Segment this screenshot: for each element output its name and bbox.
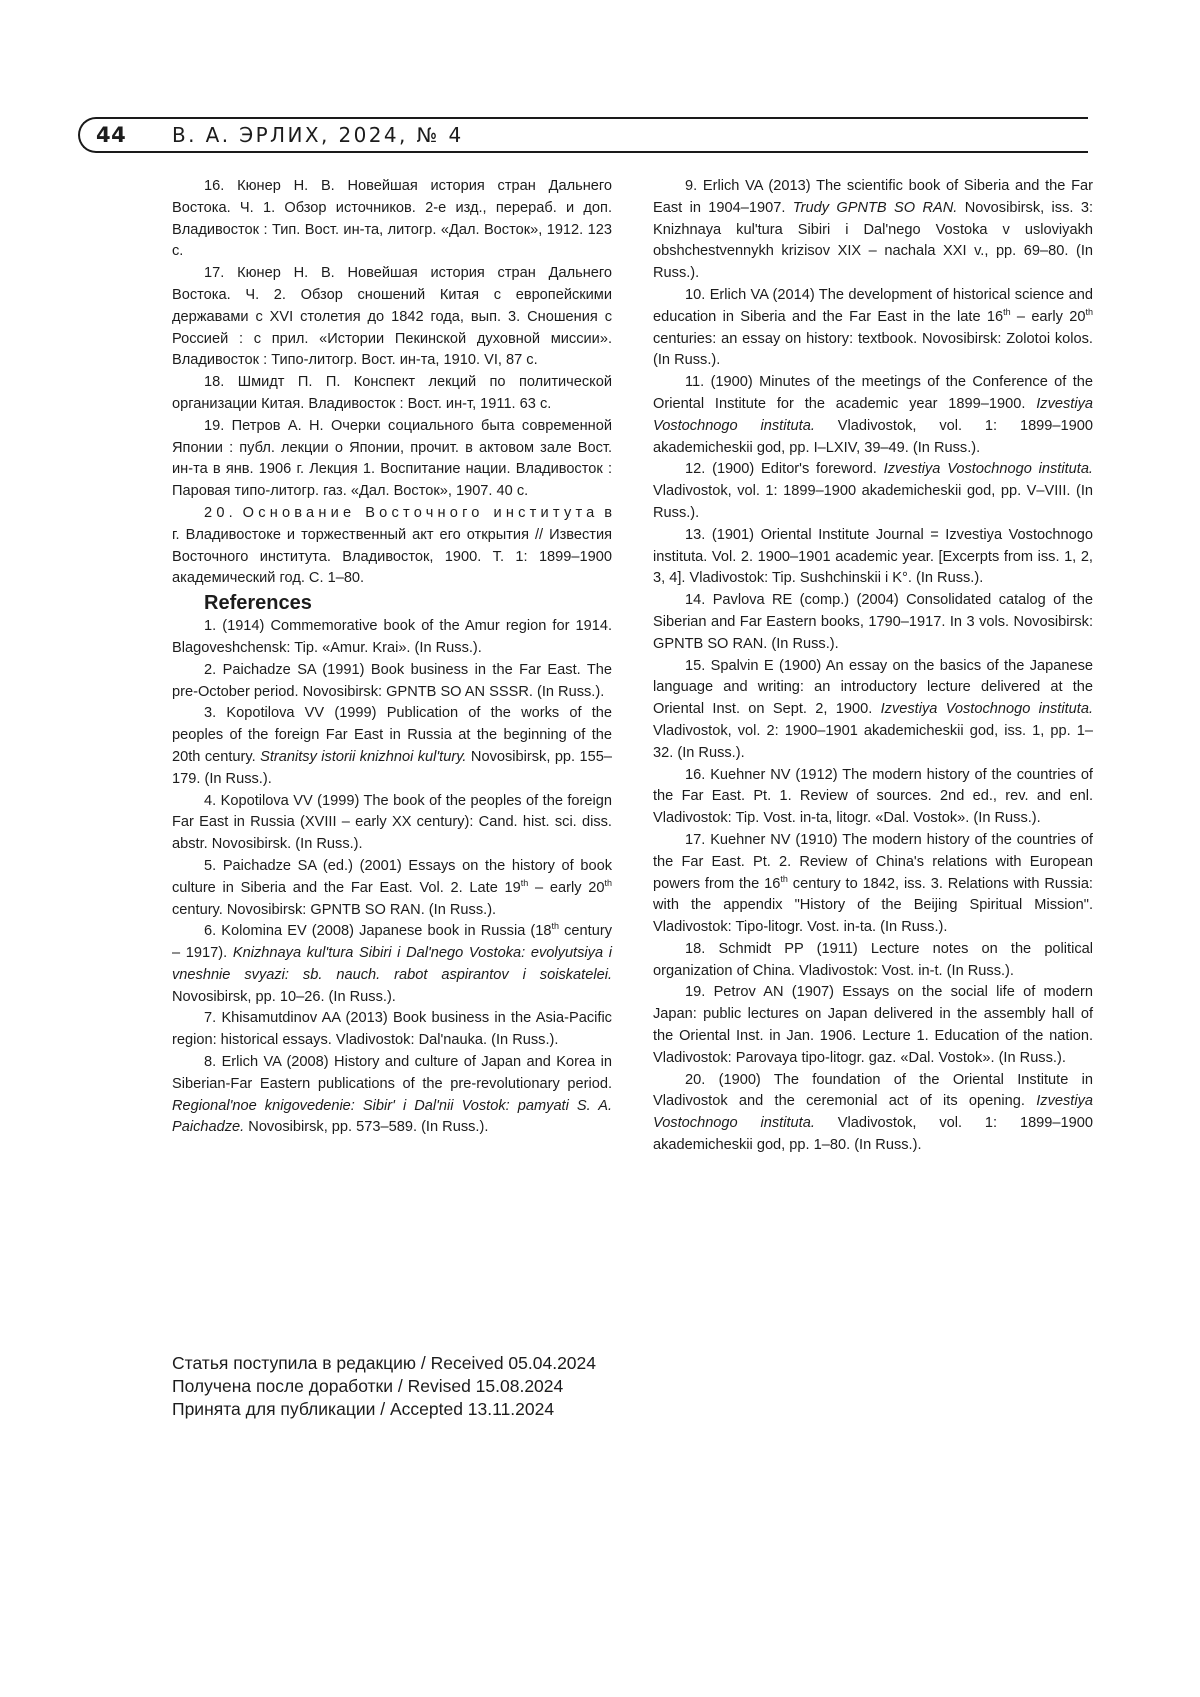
revised-date: Получена после доработки / Revised 15.08.2024 [172,1376,564,1396]
reference-item: 11. (1900) Minutes of the meetings of the Conference of the Oriental Institute for the academic year 1899–1900. Izvestiya Vostochnogo instituta. Vladivostok, vol. 1: 1899–1900 akademicheskii god, pp. I–LXIV, 39–49. (In Russ.). [653,374,1093,456]
reference-item: 6. Kolomina EV (2008) Japanese book in Russia (18th century – 1917). Knizhnaya kul'tura Sibiri i Dal'nego Vostoka: evolyutsiya i vneshnie svyazi: sb. nauch. rabot aspirantov i soiskatelei. Novosibirsk, pp. 10–26. (In Russ.). [172,921,612,1005]
ru-reference-item: 16. Кюнер Н. В. Новейшая история стран Дальнего Востока. Ч. 1. Обзор источников. 2-е изд., перераб. и доп. Владивосток : Тип. Вост. ин-та, литогр. «Дал. Восток», 1912. 123 с. [172,178,612,260]
right-column [653,176,1093,1157]
reference-item: 16. Kuehner NV (1912) The modern history of the countries of the Far East. Pt. 1. Review of sources. 2nd ed., rev. and enl. Vladivostok: Tip. Vost. in-ta, litogr. «Dal. Vostok». (In Russ.). [653,766,1093,827]
accepted-date: Принята для публикации / Accepted 13.11.2024 [172,1399,555,1419]
reference-item: 20. (1900) The foundation of the Oriental Institute in Vladivostok and the ceremonial act of its opening. Izvestiya Vostochnogo instituta. Vladivostok, vol. 1: 1899–1900 akademicheskii god, pp. 1–80. (In Russ.). [653,1071,1093,1154]
reference-item: 19. Petrov AN (1907) Essays on the social life of modern Japan: public lectures on Japan delivered in the assembly hall of the Oriental Inst. in Jan. 1906. Lecture 1. Education of the nation. Vladivostok: Parovaya tipo-litogr. gaz. «Dal. Vostok». (In Russ.). [653,984,1094,1066]
reference-item: 13. (1901) Oriental Institute Journal = Izvestiya Vostochnogo instituta. Vol. 2. 1900–1901 academic year. [Excerpts from iss. 1, 2, 3, 4]. Vladivostok: Tip. Sushchinskii i K°. (In Russ.). [653,526,1093,587]
reference-item: 8. Erlich VA (2008) History and culture of Japan and Korea in Siberian-Far Eastern publications of the pre-revolutionary period. Regional'noe knigovedenie: Sibir' i Dal'nii Vostok: pamyati S. A. Paichadze. Novosibirsk, pp. 573–589. (In Russ.). [172,1054,612,1136]
reference-item: 17. Kuehner NV (1910) The modern history of the countries of the Far East. Pt. 2. Review of China's relations with European powers from the 16th century to 1842, iss. 3. Relations with Russia: with the appendix "History of the Beijing Spiritual Mission". Vladivostok: Tipo-litogr. Vost. in-ta. (In Russ.). [653,831,1093,936]
spaced-title: Основание Восточного института [242,504,599,521]
reference-item: 14. Pavlova RE (comp.) (2004) Consolidated catalog of the Siberian and Far Eastern books, 1790–1917. In 3 vols. Novosibirsk: GPNTB SO RAN. (In Russ.). [653,592,1093,652]
reference-item: 18. Schmidt PP (1911) Lecture notes on the political organization of China. Vladivostok: Vost. in-t. (In Russ.). [653,940,1093,979]
ru-reference-item: 20. Основание Восточного института в г. Владивостоке и торжественный акт его открытия // Известия Восточного института. Владивосток, 1900. Т. 1: 1899–1900 академический год. С. 1–80. [172,504,612,587]
running-header [78,117,1088,153]
reference-item: 12. (1900) Editor's foreword. Izvestiya Vostochnogo instituta. Vladivostok, vol. 1: 1899–1900 akademicheskii god, pp. V–VIII. (In Russ.). [653,461,1093,521]
ru-reference-item: 17. Кюнер Н. В. Новейшая история стран Дальнего Востока. Ч. 2. Обзор сношений Китая с европейскими державами с XVI столетия до 1842 года, вып. 3. Сношения с Россией : с прил. «Истории Пекинской духовной миссии». Владивосток : Типо-литогр. Вост. ин-та, 1910. VI, 87 с. [172,265,612,369]
received-date: Статья поступила в редакцию / Received 05.04.2024 [172,1353,597,1373]
references-heading: References [204,592,312,615]
article-dates [172,1352,596,1421]
reference-item: 5. Paichadze SA (ed.) (2001) Essays on the history of book culture in Siberia and the Far East. Vol. 2. Late 19th – early 20th century. Novosibirsk: GPNTB SO RAN. (In Russ.). [172,857,612,918]
reference-item: 9. Erlich VA (2013) The scientific book of Siberia and the Far East in 1904–1907. Trudy GPNTB SO RAN. Novosibirsk, iss. 3: Knizhnaya kul'tura Sibiri i Dal'nego Vostoka v usloviyakh obshchestvennykh krizisov XIX – nachala XXI v., pp. 69–80. (In Russ.). [653,178,1093,282]
reference-item: 1. (1914) Commemorative book of the Amur region for 1914. Blagoveshchensk: Tip. «Amur. Krai». (In Russ.). [172,618,613,656]
reference-item: 10. Erlich VA (2014) The development of historical science and education in Siberia and the Far East in the late 16th – early 20th centuries: an essay on history: textbook. Novosibirsk: Zolotoi kolos. (In Russ.). [653,286,1093,369]
ru-reference-item: 18. Шмидт П. П. Конспект лекций по политической организации Китая. Владивосток : Вост. ин-т, 1911. 63 с. [172,374,612,412]
page-number: 44 [96,123,127,147]
ru-reference-item: 19. Петров А. Н. Очерки социального быта современной Японии : публ. лекции о Японии, прочит. в актовом зале Вост. ин-та в янв. 1906 г. Лекция 1. Воспитание нации. Владивосток : Паровая типо-литогр. газ. «Дал. Восток», 1907. 40 с. [172,417,612,500]
reference-item: 15. Spalvin E (1900) An essay on the basics of the Japanese language and writing: an introductory lecture delivered at the Oriental Inst. on Sept. 2, 1900. Izvestiya Vostochnogo instituta. Vladivostok, vol. 2: 1900–1901 akademicheskii god, iss. 1, pp. 1–32. (In Russ.). [653,657,1094,761]
reference-item: 7. Khisamutdinov AA (2013) Book business in the Asia-Pacific region: historical essays. Vladivostok: Dal'nauka. (In Russ.). [172,1010,612,1049]
left-column [172,176,612,1139]
reference-item: 3. Kopotilova VV (1999) Publication of the works of the peoples of the foreign Far East in Russia at the beginning of the 20th century. Stranitsy istorii knizhnoi kul'tury. Novosibirsk, pp. 155–179. (In Russ.). [172,705,612,787]
reference-item: 2. Paichadze SA (1991) Book business in the Far East. The pre-October period. Novosibirsk: GPNTB SO AN SSSR. (In Russ.). [172,661,612,700]
reference-item: 4. Kopotilova VV (1999) The book of the peoples of the foreign Far East in Russia (XVIII – early XX century): Cand. hist. sci. diss. abstr. Novosibirsk. (In Russ.). [172,792,612,853]
running-title: В. А. ЭРЛИХ, 2024, № 4 [172,123,464,147]
